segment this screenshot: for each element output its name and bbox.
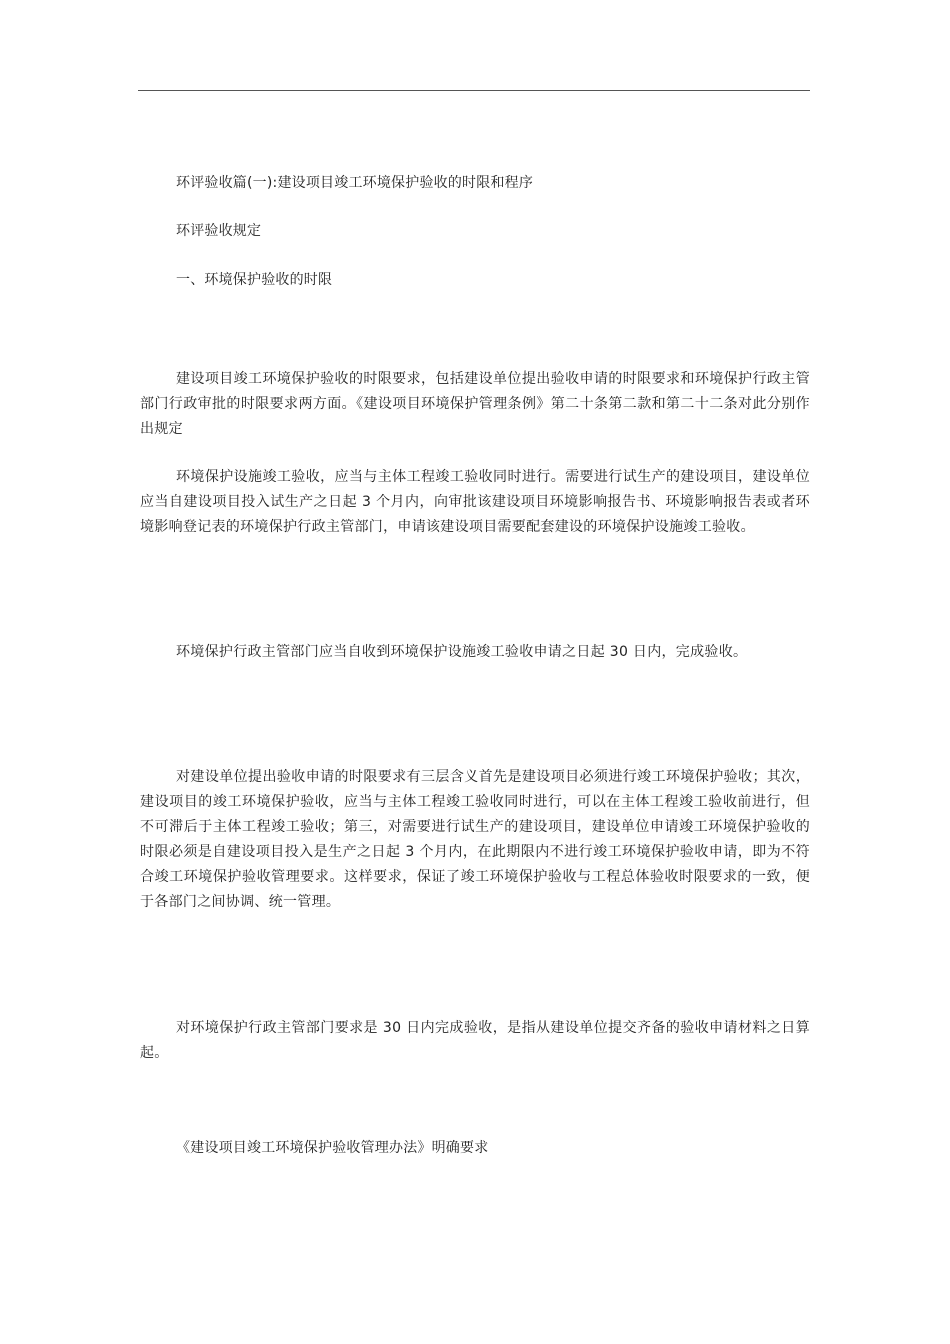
document-title: 环评验收篇(一):建设项目竣工环境保护验收的时限和程序 [176,175,534,191]
paragraph-3: 环境保护行政主管部门应当自收到环境保护设施竣工验收申请之日起 30 日内，完成验收。 [176,644,748,660]
paragraph-1: 建设项目竣工环境保护验收的时限要求，包括建设单位提出验收申请的时限要求和环境保护行政主管部门行政审批的时限要求两方面。《建设项目环境保护管理条例》第二十条第二款和第二十二条对此分别作出规定 [140,371,810,437]
section-heading: 一、环境保护验收的时限 [176,272,333,288]
closing-line: 《建设项目竣工环境保护验收管理办法》明确要求 [176,1140,489,1156]
header-divider [138,90,810,91]
paragraph-5: 对环境保护行政主管部门要求是 30 日内完成验收，是指从建设单位提交齐备的验收申请材料之日算起。 [140,1020,810,1061]
paragraph-4: 对建设单位提出验收申请的时限要求有三层含义首先是建设项目必须进行竣工环境保护验收；其次，建设项目的竣工环境保护验收，应当与主体工程竣工验收同时进行，可以在主体工程竣工验收前进行，但不可滞后于主体工程竣工验收；第三，对需要进行试生产的建设项目，建设单位申请竣工环境保护验收的时限必须是自建设项目投入是生产之日起 3 个月内，在此期限内不进行竣工环境保护验收申请，即为不符合竣工环境保护验收管理要求。这样要求，保证了竣工环境保护验收与工程总体验收时限要求的一致，便于各部门之间协调、统一管理。 [140,769,810,910]
paragraph-2: 环境保护设施竣工验收，应当与主体工程竣工验收同时进行。需要进行试生产的建设项目，建设单位应当自建设项目投入试生产之日起 3 个月内，向审批该建设项目环境影响报告书、环境影响报告表或者环境影响登记表的环境保护行政主管部门，申请该建设项目需要配套建设的环境保护设施竣工验收。 [140,469,810,535]
document-subtitle: 环评验收规定 [176,223,262,239]
